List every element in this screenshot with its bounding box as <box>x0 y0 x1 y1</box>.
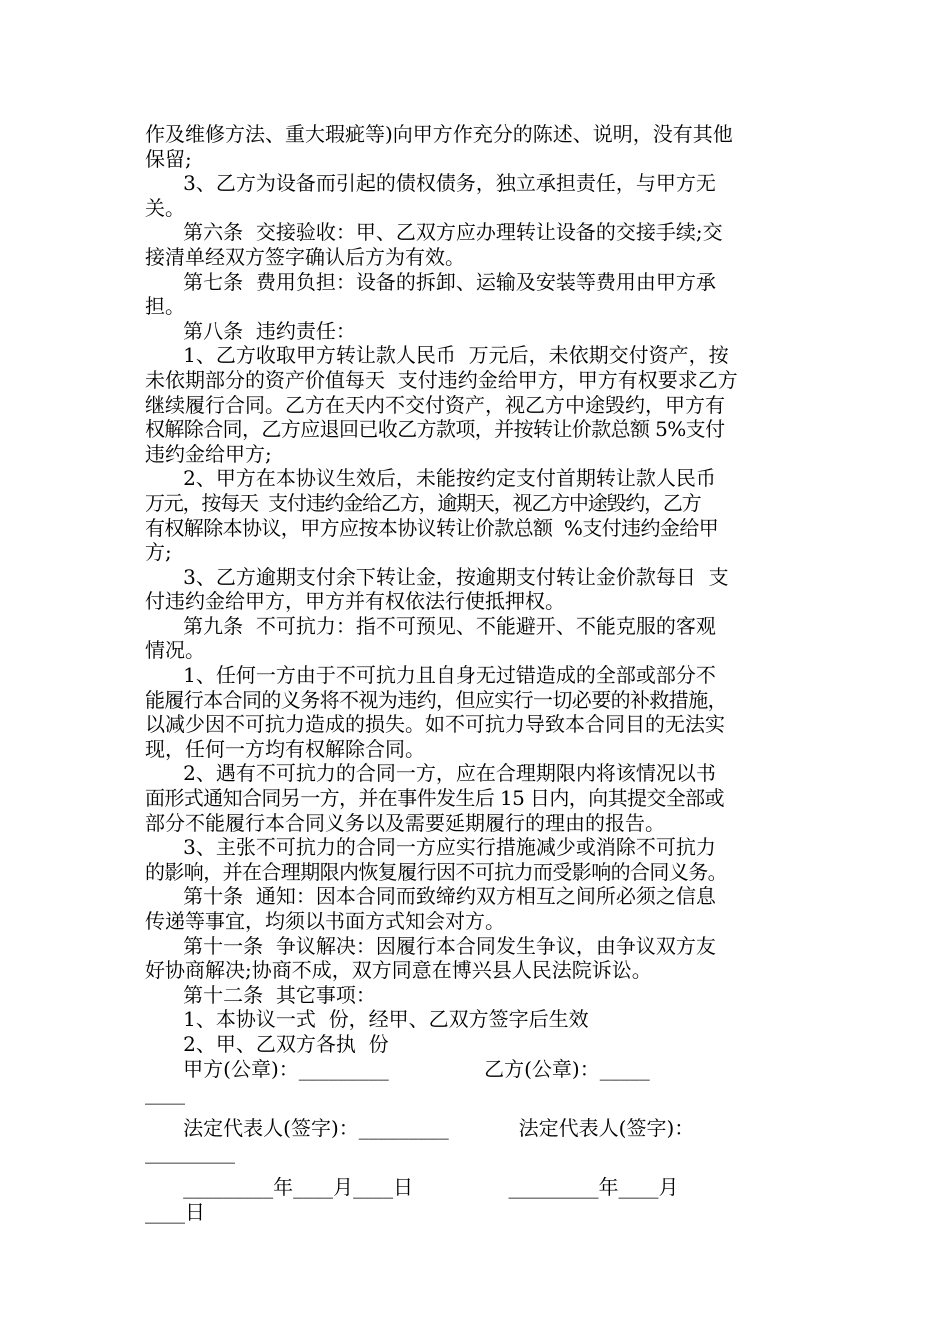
text-line: 的影响，并在合理期限内恢复履行因不可抗力而受影响的合同义务。 <box>145 859 727 884</box>
spacer <box>145 1106 810 1116</box>
text-line: 3、乙方为设备而引起的债权债务，独立承担责任，与甲方无 <box>145 171 716 196</box>
text-line: 好协商解决;协商不成，双方同意在博兴县人民法院诉讼。 <box>145 958 652 983</box>
text-line: 第六条 交接验收：甲、乙双方应办理转让设备的交接手续;交 <box>145 220 723 245</box>
signature-party-a-b: 甲方(公章)：_________ 乙方(公章)：_____ <box>145 1056 650 1081</box>
text-line: 第八条 违约责任： <box>145 318 356 343</box>
text-line: 部分不能履行本合同义务以及需要延期履行的理由的报告。 <box>145 810 665 835</box>
text-line: 第九条 不可抗力：指不可预见、不能避开、不能克服的客观 <box>145 613 716 638</box>
text-line: 3、主张不可抗力的合同一方应实行措施减少或消除不可抗力 <box>145 835 716 860</box>
signature-party-b-continued: ____ <box>145 1081 185 1106</box>
text-line: 2、甲、乙双方各执 份 <box>145 1031 389 1056</box>
text-line: 第十条 通知：因本合同而致缔约双方相互之间所必须之信息 <box>145 884 716 909</box>
text-line: 2、甲方在本协议生效后，未能按约定支付首期转让款人民币 <box>145 466 716 491</box>
text-line: 2、遇有不可抗力的合同一方，应在合理期限内将该情况以书 <box>145 761 716 786</box>
text-line: 情况。 <box>145 638 205 663</box>
text-line: 保留; <box>145 146 192 171</box>
text-line: 1、任何一方由于不可抗力且自身无过错造成的全部或部分不 <box>145 663 716 688</box>
signature-date-continued: ____日 <box>145 1199 205 1224</box>
text-line: 万元，按每天 支付违约金给乙方，逾期天，视乙方中途毁约，乙方 <box>145 490 701 515</box>
text-line: 继续履行合同。乙方在天内不交付资产，视乙方中途毁约，甲方有 <box>145 392 725 417</box>
text-line: 有权解除本协议，甲方应按本协议转让价款总额 %支付违约金给甲 <box>145 515 719 540</box>
text-line: 3、乙方逾期支付余下转让金，按逾期支付转让金价款每日 支 <box>145 564 729 589</box>
text-line: 接清单经双方签字确认后方为有效。 <box>145 244 465 269</box>
spacer <box>145 1165 810 1175</box>
signature-date: _________年____月____日 _________年____月 <box>145 1174 679 1199</box>
document-page <box>145 122 810 1224</box>
text-line: 付违约金给甲方，甲方并有权依法行使抵押权。 <box>145 589 565 614</box>
text-line: 作及维修方法、重大瑕疵等)向甲方作充分的陈述、说明，没有其他 <box>145 122 733 146</box>
text-line: 第七条 费用负担：设备的拆卸、运输及安装等费用由甲方承 <box>145 269 716 294</box>
text-line: 关。 <box>145 195 185 220</box>
text-line: 权解除合同，乙方应退回已收乙方款项，并按转让价款总额 5%支付 <box>145 417 725 442</box>
text-line: 违约金给甲方; <box>145 441 272 466</box>
text-line: 面形式通知合同另一方，并在事件发生后 15 日内，向其提交全部或 <box>145 786 724 811</box>
text-line: 1、本协议一式 份，经甲、乙双方签字后生效 <box>145 1007 589 1032</box>
text-line: 现，任何一方均有权解除合同。 <box>145 736 425 761</box>
text-line: 未依期部分的资产价值每天 支付违约金给甲方，甲方有权要求乙方 <box>145 367 738 392</box>
text-line: 能履行本合同的义务将不视为违约，但应实行一切必要的补救措施， <box>145 687 727 712</box>
text-line: 1、乙方收取甲方转让款人民币 万元后，未依期交付资产，按 <box>145 343 729 368</box>
text-line: 第十二条 其它事项： <box>145 982 376 1007</box>
text-line: 以减少因不可抗力造成的损失。如不可抗力导致本合同目的无法实 <box>145 712 725 737</box>
signature-legal-rep-continued: _________ <box>145 1140 235 1165</box>
signature-legal-rep: 法定代表人(签字)：_________ 法定代表人(签字)： <box>145 1115 695 1140</box>
text-line: 担。 <box>145 294 185 319</box>
text-line: 方; <box>145 540 172 565</box>
text-line: 第十一条 争议解决：因履行本合同发生争议，由争议双方友 <box>145 933 716 958</box>
text-line: 传递等事宜，均须以书面方式知会对方。 <box>145 909 505 933</box>
